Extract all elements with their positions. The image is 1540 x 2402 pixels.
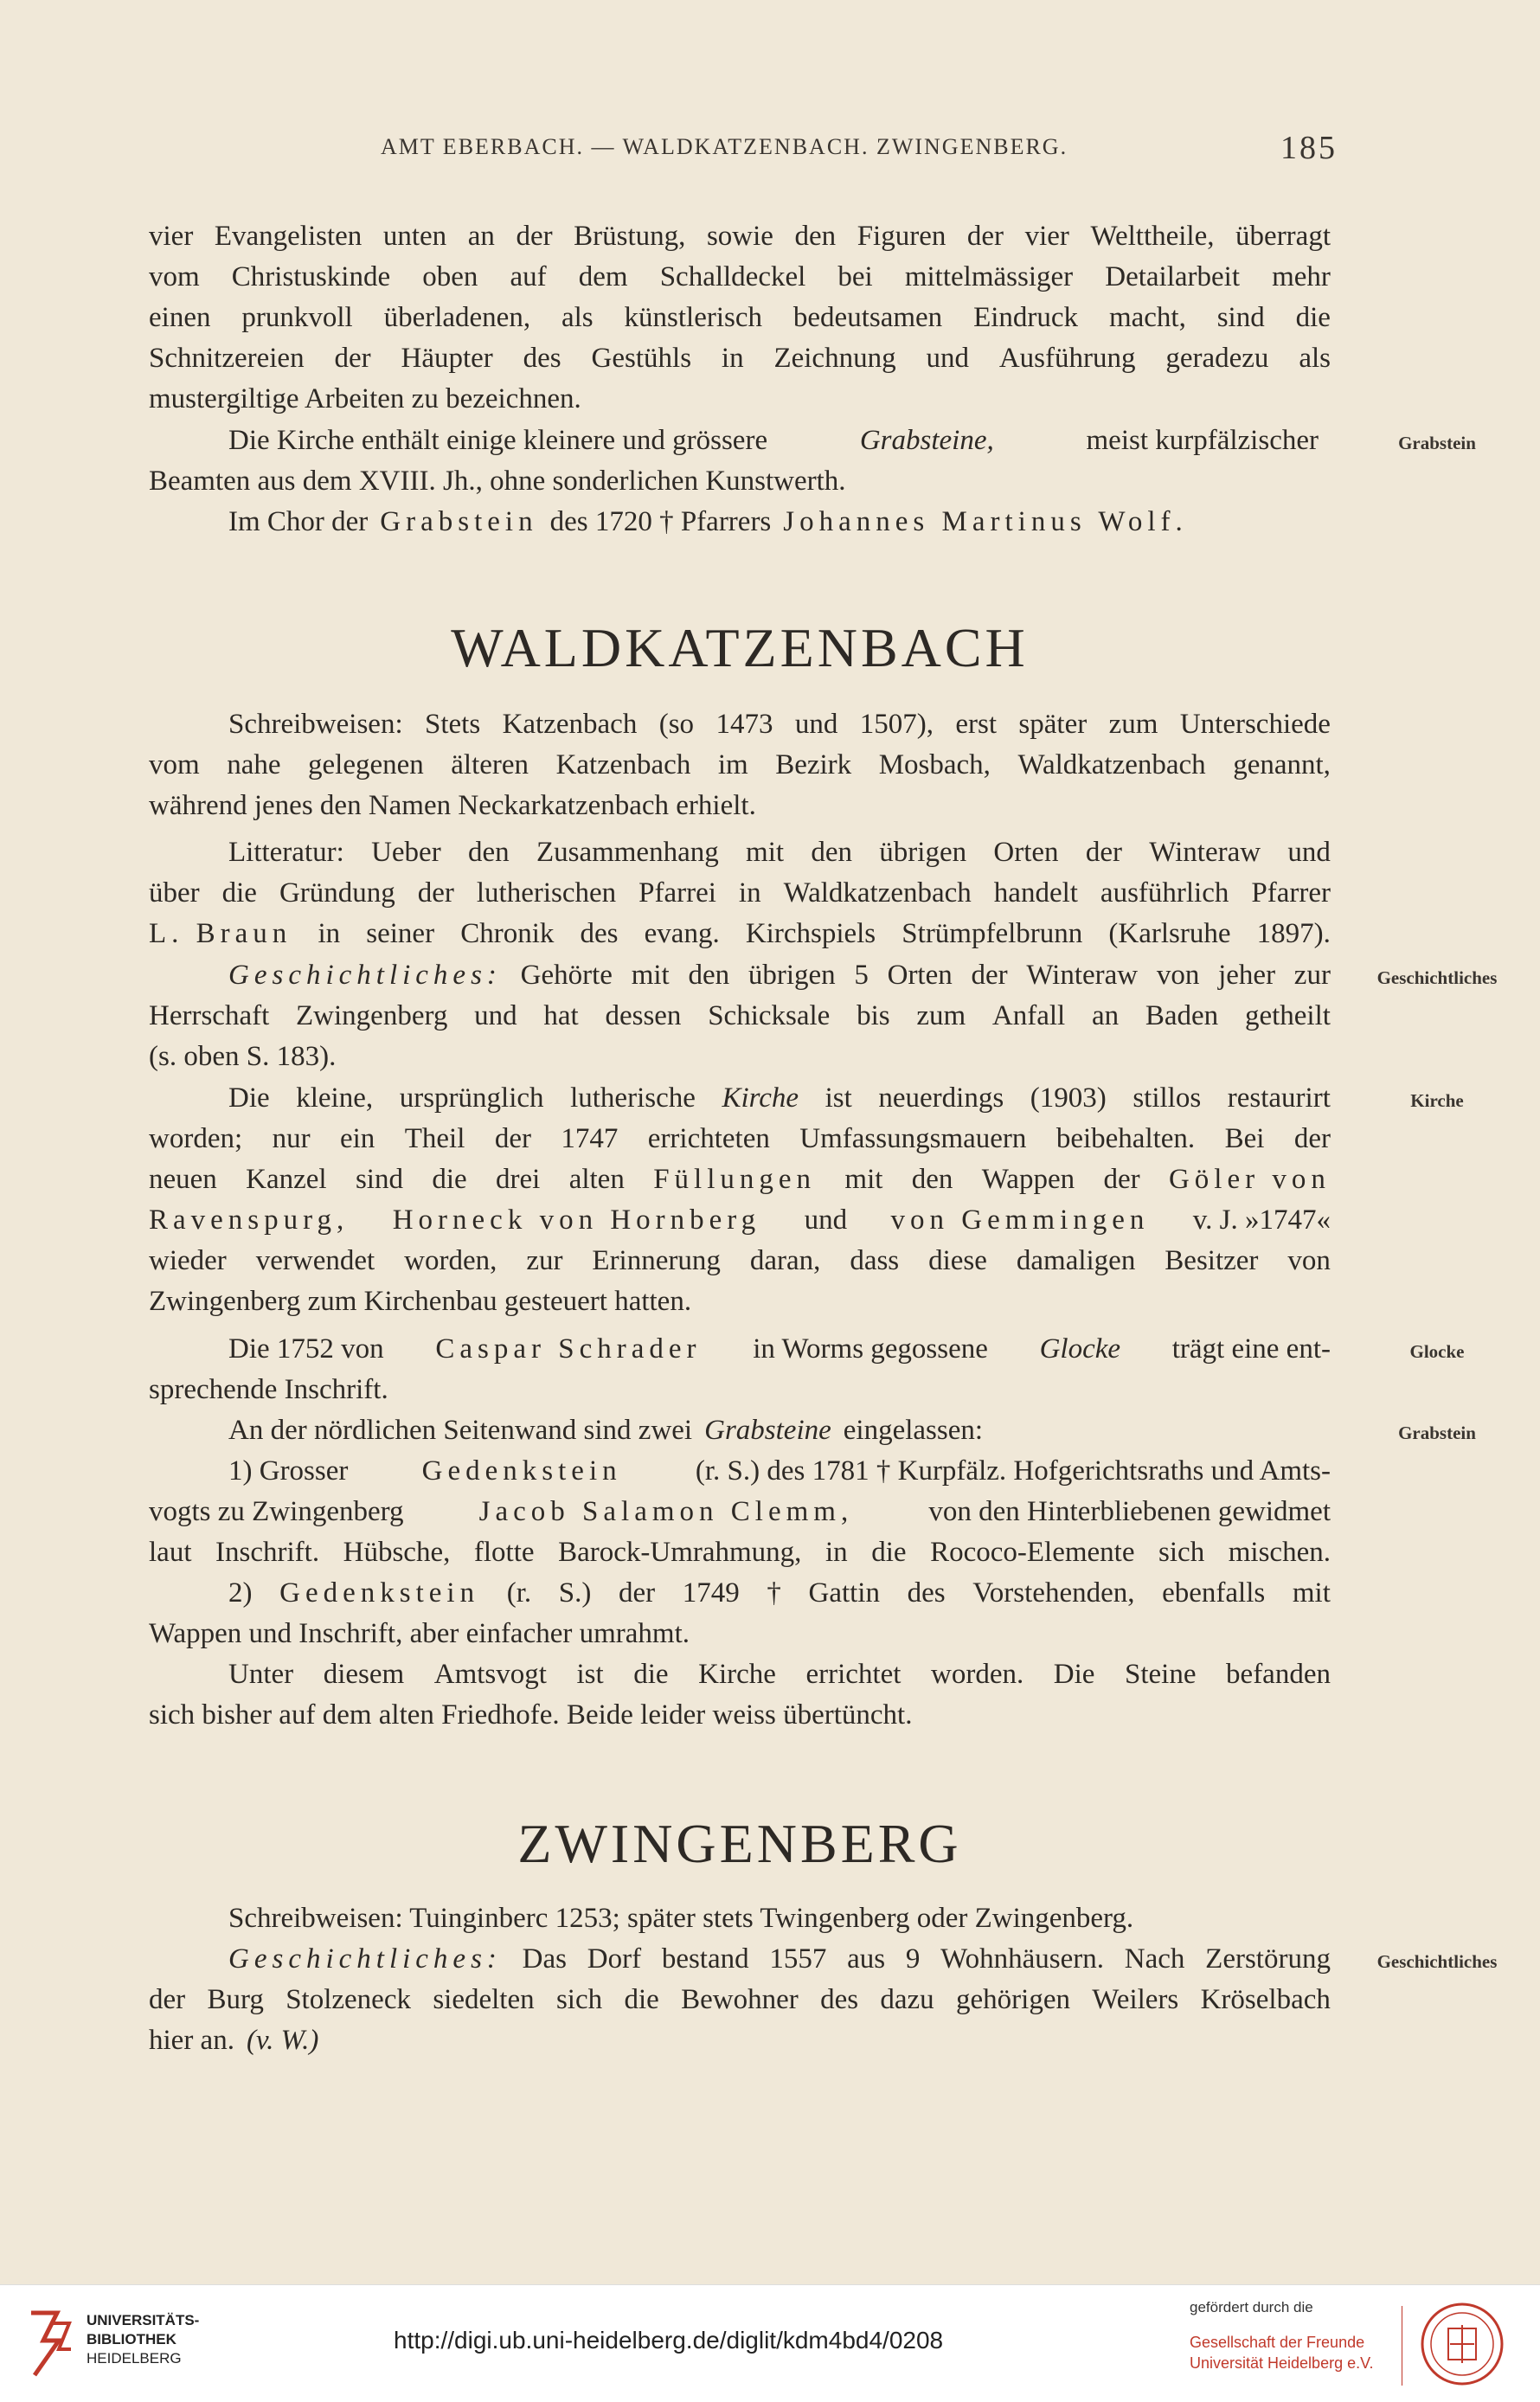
word: sich bbox=[1158, 1537, 1205, 1568]
word: getheilt bbox=[1244, 1000, 1331, 1031]
word: Christuskinde bbox=[231, 261, 391, 292]
word: † bbox=[767, 1577, 781, 1609]
word: des bbox=[580, 918, 619, 949]
text-line: während jenes den Namen Neckarkatzenbach erhielt. bbox=[149, 790, 756, 821]
word: Gehörte bbox=[520, 960, 613, 991]
word: vier bbox=[1024, 221, 1069, 252]
word: Amtsvogt bbox=[433, 1659, 547, 1690]
word: Umfassungsmauern bbox=[799, 1123, 1027, 1154]
word: der bbox=[334, 343, 371, 374]
word: in bbox=[318, 918, 341, 949]
paragraph-grabsteine bbox=[149, 421, 1331, 543]
word: bedeutsamen bbox=[792, 302, 943, 333]
text-line: Im Chor der Grabstein des 1720 † Pfarrers Johannes Martinus Wolf. bbox=[228, 506, 1188, 537]
word: (r. bbox=[506, 1577, 532, 1609]
word: Gründung bbox=[279, 877, 395, 909]
word: mischen. bbox=[1228, 1537, 1331, 1568]
word: Orten bbox=[993, 837, 1059, 868]
word: im bbox=[717, 749, 748, 780]
word: zur bbox=[526, 1245, 563, 1276]
word: genannt, bbox=[1233, 749, 1331, 780]
word: vier bbox=[149, 221, 194, 252]
word: die bbox=[633, 1659, 669, 1690]
word: der bbox=[971, 960, 1008, 991]
word: stillos bbox=[1133, 1082, 1202, 1114]
word: Litteratur: bbox=[228, 837, 344, 868]
text-line: (s. oben S. 183). bbox=[149, 1041, 337, 1072]
word: der bbox=[1103, 1164, 1140, 1195]
word: 1557 bbox=[769, 1943, 827, 1975]
word: des bbox=[820, 1984, 859, 2015]
word: Strümpfelbrunn bbox=[902, 918, 1083, 949]
word: sind bbox=[355, 1164, 403, 1195]
word: Chronik bbox=[460, 918, 555, 949]
word: die bbox=[871, 1537, 907, 1568]
word: Kanzel bbox=[246, 1164, 327, 1195]
word: Wohnhäusern. bbox=[940, 1943, 1105, 1975]
sponsor-intro: gefördert durch die bbox=[1190, 2299, 1313, 2315]
text-line: Geschichtliches: Gehörte mit den übrigen 5 Orten der Winteraw von jeher zur bbox=[149, 955, 1331, 996]
word: Kröselbach bbox=[1200, 1984, 1331, 2015]
paragraph-zwingenberg bbox=[149, 1898, 1331, 2061]
word: den bbox=[688, 960, 730, 991]
word: Kirche bbox=[698, 1659, 776, 1690]
word: neuerdings bbox=[878, 1082, 1004, 1114]
word: laut bbox=[149, 1537, 192, 1568]
text-line: Zwingenberg zum Kirchenbau gesteuert hatten. bbox=[149, 1286, 692, 1317]
word: lutherische bbox=[570, 1082, 696, 1114]
word: Die bbox=[228, 1082, 270, 1114]
text-line bbox=[149, 704, 1331, 745]
word: Eindruck bbox=[973, 302, 1079, 333]
library-logo-icon bbox=[24, 2306, 76, 2380]
word: zum bbox=[916, 1000, 966, 1031]
text-line bbox=[149, 298, 1331, 338]
word: 1473 bbox=[715, 709, 773, 740]
word: der bbox=[149, 1984, 186, 2015]
word: künstlerisch bbox=[624, 302, 763, 333]
word: übrigen bbox=[879, 837, 967, 868]
word: 1507), bbox=[859, 709, 934, 740]
paragraph-kirche bbox=[149, 1078, 1331, 1322]
word: Vorstehenden, bbox=[972, 1577, 1135, 1609]
word: einen bbox=[149, 302, 211, 333]
text-line bbox=[149, 216, 1331, 257]
word: Ueber bbox=[371, 837, 441, 868]
word: von bbox=[1287, 1245, 1331, 1276]
page-number: 185 bbox=[1280, 130, 1338, 166]
text-line bbox=[149, 1119, 1331, 1159]
word: Hübsche, bbox=[343, 1537, 451, 1568]
word: gehörigen bbox=[956, 1984, 1070, 2015]
word: Nach bbox=[1124, 1943, 1185, 1975]
word: Bei bbox=[1224, 1123, 1265, 1154]
word: mit bbox=[844, 1164, 883, 1195]
word: Zusammenhang bbox=[536, 837, 719, 868]
word: Bewohner bbox=[681, 1984, 799, 2015]
text-line: 1) Grosser Gedenkstein (r. S.) des 1781 † Kurpfälz. Hofgerichtsraths und Amts- bbox=[228, 1455, 1331, 1487]
paragraph-litteratur bbox=[149, 832, 1331, 954]
digitization-footer bbox=[0, 2284, 1540, 2402]
word: aus bbox=[847, 1943, 886, 1975]
word: der bbox=[1085, 837, 1122, 868]
word: oben bbox=[422, 261, 478, 292]
word: erst bbox=[955, 709, 998, 740]
word: mittelmässiger bbox=[904, 261, 1074, 292]
word: Steine bbox=[1125, 1659, 1197, 1690]
word: Kirchspiels bbox=[745, 918, 876, 949]
text-line: vogts zu Zwingenberg Jacob Salamon Clemm, von den Hinterbliebenen gewidmet bbox=[149, 1496, 1331, 1527]
text-line: Die kleine, ursprünglich lutherische Kirche ist neuerdings (1903) stillos restaurirt bbox=[149, 1078, 1331, 1119]
word: verwendet bbox=[255, 1245, 375, 1276]
word: über bbox=[149, 877, 200, 909]
word: prunkvoll bbox=[241, 302, 353, 333]
word: Schreibweisen: bbox=[228, 709, 403, 740]
word: Pfarrer bbox=[1251, 877, 1331, 909]
permalink-url[interactable]: http://digi.ub.uni-heidelberg.de/diglit/kdm4bd4/0208 bbox=[394, 2327, 944, 2354]
word: dem bbox=[578, 261, 628, 292]
word: Stets bbox=[425, 709, 481, 740]
word: die bbox=[1295, 302, 1331, 333]
text-line: Geschichtliches: Das Dorf bestand 1557 aus 9 Wohnhäusern. Nach Zerstörung bbox=[149, 1939, 1331, 1980]
text-line bbox=[149, 1980, 1331, 2020]
word: Burg bbox=[207, 1984, 264, 2015]
word: Evangelisten bbox=[214, 221, 363, 252]
word: den bbox=[911, 1164, 953, 1195]
word: Erinnerung bbox=[592, 1245, 721, 1276]
word: geradezu bbox=[1165, 343, 1269, 374]
word: handelt bbox=[993, 877, 1078, 909]
word: lutherischen bbox=[476, 877, 617, 909]
word: S.) bbox=[558, 1577, 592, 1609]
word: Anfall bbox=[991, 1000, 1066, 1031]
word: als bbox=[1299, 343, 1331, 374]
text-line bbox=[149, 832, 1331, 873]
word: mit bbox=[746, 837, 785, 868]
word: Zerstörung bbox=[1205, 1943, 1331, 1975]
word: neuen bbox=[149, 1164, 217, 1195]
text-line: 2) Gedenkstein (r. S.) der 1749 † Gattin des Vorstehenden, ebenfalls mit bbox=[149, 1573, 1331, 1614]
word: zum bbox=[1108, 709, 1158, 740]
word: flotte bbox=[473, 1537, 535, 1568]
word: ein bbox=[339, 1123, 375, 1154]
word: worden. bbox=[931, 1659, 1024, 1690]
word: Häupter bbox=[401, 343, 493, 374]
word: Unter bbox=[228, 1659, 294, 1690]
word: den bbox=[811, 837, 852, 868]
word: worden; bbox=[149, 1123, 243, 1154]
word: mehr bbox=[1272, 261, 1331, 292]
word: des bbox=[907, 1577, 946, 1609]
word: die bbox=[221, 877, 257, 909]
word: Bezirk bbox=[775, 749, 852, 780]
word: ursprünglich bbox=[399, 1082, 544, 1114]
text-line bbox=[149, 1532, 1331, 1573]
word: Inschrift. bbox=[215, 1537, 320, 1568]
word: Welttheile, bbox=[1090, 221, 1215, 252]
word: Stolzeneck bbox=[286, 1984, 411, 2015]
word: auf bbox=[510, 261, 547, 292]
word: Das bbox=[522, 1943, 567, 1975]
word: mit bbox=[631, 960, 670, 991]
text-line: Beamten aus dem XVIII. Jh., ohne sonderlichen Kunstwerth. bbox=[149, 466, 846, 497]
library-name: UNIVERSITÄTS- BIBLIOTHEK HEIDELBERG bbox=[87, 2312, 200, 2367]
word: bestand bbox=[661, 1943, 749, 1975]
word: damaligen bbox=[1016, 1245, 1136, 1276]
text-line: mustergiltige Arbeiten zu bezeichnen. bbox=[149, 383, 581, 414]
running-title: AMT EBERBACH. — WALDKATZENBACH. ZWINGENBERG. bbox=[381, 134, 1068, 159]
word: alten bbox=[568, 1164, 625, 1195]
word: und bbox=[926, 343, 969, 374]
word: Zeichnung bbox=[773, 343, 896, 374]
word: Schalldeckel bbox=[659, 261, 806, 292]
word: diese bbox=[928, 1245, 987, 1276]
text-line: Wappen und Inschrift, aber einfacher umrahmt. bbox=[149, 1618, 690, 1649]
text-line: sich bisher auf dem alten Friedhofe. Beide leider weiss übertüncht. bbox=[149, 1699, 913, 1731]
margin-note-glocke: Glocke bbox=[1409, 1341, 1465, 1362]
word: hat bbox=[543, 1000, 579, 1031]
word: Barock-Umrahmung, bbox=[558, 1537, 802, 1568]
word: vom bbox=[149, 261, 200, 292]
word: überladenen, bbox=[383, 302, 531, 333]
word: der bbox=[966, 221, 1004, 252]
word: ist bbox=[825, 1082, 852, 1114]
word: Ausführung bbox=[998, 343, 1136, 374]
text-line: Schreibweisen: Tuinginberc 1253; später stets Twingenberg oder Zwingenberg. bbox=[228, 1903, 1134, 1934]
word: siedelten bbox=[433, 1984, 535, 2015]
word: in bbox=[825, 1537, 848, 1568]
text-line bbox=[149, 1241, 1331, 1281]
paragraph-pulpit bbox=[149, 216, 1331, 420]
word: 1749 bbox=[682, 1577, 740, 1609]
word: Pfarrei bbox=[638, 877, 716, 909]
word: bis bbox=[857, 1000, 890, 1031]
word: worden, bbox=[404, 1245, 497, 1276]
word: (1903) bbox=[1030, 1082, 1107, 1114]
word: Katzenbach bbox=[555, 749, 691, 780]
word: ist bbox=[576, 1659, 604, 1690]
word: Wappen bbox=[981, 1164, 1075, 1195]
word: Gestühls bbox=[591, 343, 692, 374]
word: vom bbox=[149, 749, 200, 780]
word: ausführlich bbox=[1100, 877, 1229, 909]
word: und bbox=[474, 1000, 517, 1031]
word: zur bbox=[1293, 960, 1331, 991]
word: errichteten bbox=[647, 1123, 770, 1154]
word: der bbox=[618, 1577, 656, 1609]
word: die bbox=[624, 1984, 659, 2015]
word: seiner bbox=[366, 918, 435, 949]
word: an bbox=[1091, 1000, 1120, 1031]
word: Orten bbox=[887, 960, 953, 991]
text-line bbox=[149, 745, 1331, 786]
word: von bbox=[1156, 960, 1200, 991]
text-line: hier an. (v. W.) bbox=[149, 2025, 319, 2056]
word: jeher bbox=[1218, 960, 1276, 991]
sponsor-name: Gesellschaft der Freunde Universität Heidelberg e.V. bbox=[1190, 2334, 1374, 2372]
word: der bbox=[417, 877, 454, 909]
word: Gattin bbox=[808, 1577, 880, 1609]
word: Zwingenberg bbox=[296, 1000, 448, 1031]
word: und bbox=[794, 709, 838, 740]
word: drei bbox=[496, 1164, 541, 1195]
word: der bbox=[494, 1123, 531, 1154]
text-line: neuen Kanzel sind die drei alten Füllungen mit den Wappen der Göler von bbox=[149, 1159, 1331, 1200]
word: Baden bbox=[1145, 1000, 1219, 1031]
text-line: Die 1752 von Caspar Schrader in Worms gegossene Glocke trägt eine ent- bbox=[228, 1333, 1331, 1365]
word: den bbox=[468, 837, 510, 868]
margin-note-geschichtliches-2: Geschichtliches bbox=[1376, 1951, 1498, 1972]
text-line: Die Kirche enthält einige kleinere und grössere Grabsteine, meist kurpfälzischer bbox=[228, 425, 1319, 456]
word: Winteraw bbox=[1026, 960, 1139, 991]
word: sowie bbox=[706, 221, 773, 252]
section-heading-zwingenberg: ZWINGENBERG bbox=[517, 1813, 962, 1874]
word: befanden bbox=[1226, 1659, 1331, 1690]
word: evang. bbox=[644, 918, 720, 949]
word: an bbox=[467, 221, 495, 252]
paragraph-grabsteine-list bbox=[149, 1410, 1331, 1736]
word: Schnitzereien bbox=[149, 343, 305, 374]
word: 1747 bbox=[561, 1123, 619, 1154]
word: nur bbox=[272, 1123, 311, 1154]
word: überragt bbox=[1235, 221, 1331, 252]
word: die bbox=[432, 1164, 467, 1195]
word: als bbox=[561, 302, 594, 333]
word: Brüstung, bbox=[574, 221, 686, 252]
text-line: An der nördlichen Seitenwand sind zwei Grabsteine eingelassen: bbox=[228, 1415, 984, 1446]
word: errichtet bbox=[805, 1659, 902, 1690]
word: (so bbox=[658, 709, 695, 740]
paragraph-geschichtliches bbox=[149, 955, 1331, 1077]
word: (Karlsruhe bbox=[1108, 918, 1231, 949]
paragraph-glocke bbox=[149, 1329, 1331, 1410]
word: Detailarbeit bbox=[1105, 261, 1240, 292]
word: macht, bbox=[1108, 302, 1186, 333]
text-line bbox=[149, 257, 1331, 298]
word: dazu bbox=[880, 1984, 934, 2015]
word: Katzenbach bbox=[502, 709, 638, 740]
word: in bbox=[738, 877, 761, 909]
word: sich bbox=[555, 1984, 603, 2015]
word: mit bbox=[1292, 1577, 1331, 1609]
word: ebenfalls bbox=[1162, 1577, 1266, 1609]
running-header bbox=[0, 130, 1540, 169]
word: älteren bbox=[451, 749, 529, 780]
word: Waldkatzenbach bbox=[1017, 749, 1206, 780]
text-line bbox=[149, 1654, 1331, 1695]
word: 9 bbox=[905, 1943, 921, 1975]
word: Besitzer bbox=[1165, 1245, 1259, 1276]
text-line bbox=[149, 996, 1331, 1037]
word: der bbox=[516, 221, 553, 252]
word: Unterschiede bbox=[1179, 709, 1331, 740]
word: gelegenen bbox=[308, 749, 424, 780]
word: Winteraw bbox=[1149, 837, 1261, 868]
word: Waldkatzenbach bbox=[783, 877, 972, 909]
word: später bbox=[1018, 709, 1088, 740]
text-line: L. Braun in seiner Chronik des evang. Kirchspiels Strümpfelbrunn (Karlsruhe 1897). bbox=[149, 914, 1331, 954]
word: des bbox=[523, 343, 561, 374]
word: sind bbox=[1216, 302, 1265, 333]
word: 5 bbox=[854, 960, 869, 991]
word: Theil bbox=[404, 1123, 465, 1154]
word: unten bbox=[382, 221, 447, 252]
word: Dorf bbox=[587, 1943, 642, 1975]
word: Weilers bbox=[1092, 1984, 1179, 2015]
margin-note-geschichtliches: Geschichtliches bbox=[1376, 967, 1498, 988]
word: bei bbox=[837, 261, 873, 292]
word: übrigen bbox=[748, 960, 836, 991]
word: den bbox=[794, 221, 837, 252]
text-line: Ravenspurg, Horneck von Hornberg und von Gemmingen v. J. »1747« bbox=[149, 1204, 1331, 1236]
margin-note-grabstein: Grabstein bbox=[1398, 433, 1476, 453]
word: in bbox=[721, 343, 744, 374]
word: diesem bbox=[323, 1659, 405, 1690]
word: kleine, bbox=[296, 1082, 374, 1114]
section-heading-waldkatzenbach: WALDKATZENBACH bbox=[451, 617, 1029, 678]
text-line: sprechende Inschrift. bbox=[149, 1374, 388, 1405]
word: Figuren bbox=[857, 221, 946, 252]
paragraph-schreibweisen bbox=[149, 704, 1331, 826]
word: nahe bbox=[227, 749, 281, 780]
word: wieder bbox=[149, 1245, 227, 1276]
word: Mosbach, bbox=[878, 749, 991, 780]
word: daran, bbox=[749, 1245, 821, 1276]
word: Herrschaft bbox=[149, 1000, 270, 1031]
word: Rococo-Elemente bbox=[930, 1537, 1135, 1568]
word: der bbox=[1293, 1123, 1331, 1154]
word: Schicksale bbox=[708, 1000, 831, 1031]
word: dessen bbox=[605, 1000, 682, 1031]
word: beibehalten. bbox=[1056, 1123, 1196, 1154]
margin-note-kirche: Kirche bbox=[1410, 1090, 1464, 1111]
margin-note-grabstein-2: Grabstein bbox=[1398, 1423, 1476, 1443]
word: 1897). bbox=[1256, 918, 1331, 949]
word: und bbox=[1287, 837, 1331, 868]
university-seal-icon bbox=[1419, 2301, 1505, 2387]
word: Die bbox=[1053, 1659, 1095, 1690]
word: restaurirt bbox=[1227, 1082, 1331, 1114]
word: dass bbox=[850, 1245, 900, 1276]
text-line bbox=[149, 338, 1331, 379]
text-line bbox=[149, 873, 1331, 914]
